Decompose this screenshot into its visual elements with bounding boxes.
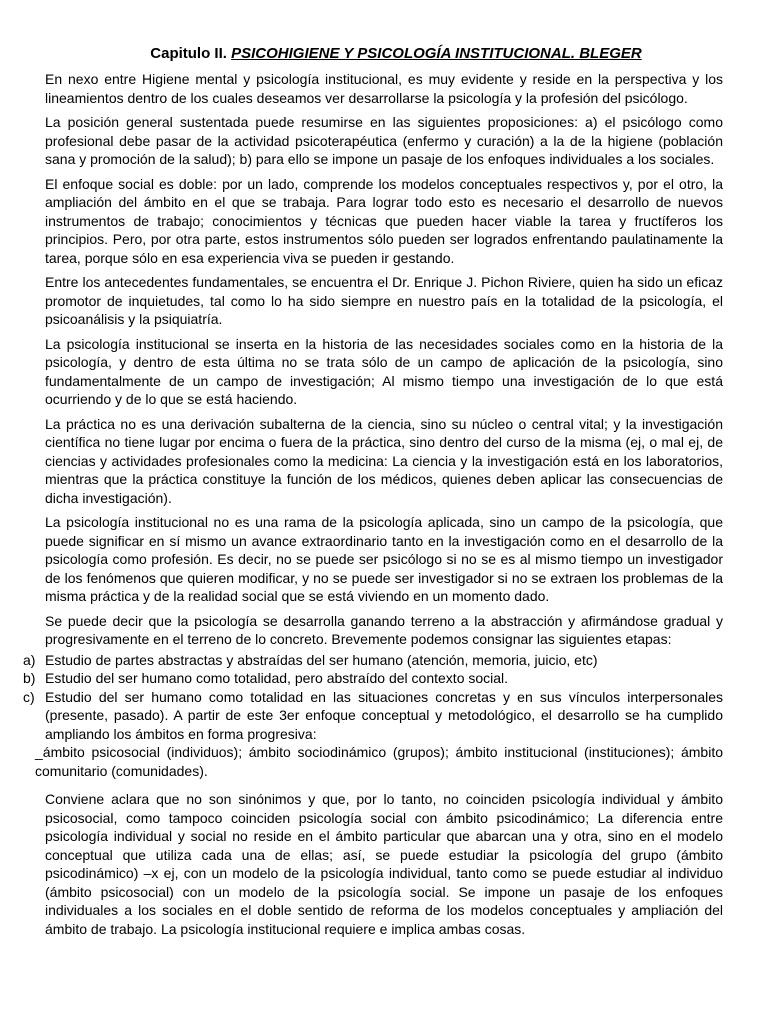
list-item — [23, 669, 723, 688]
closing-paragraph: Conviene aclara que no son sinónimos y que, por lo tanto, no coinciden psicología individual y ámbito psicosocial, como tampoco coinciden psicología social con ámbito psicodinámico; La diferencia entre psicología individual y social no reside en el ámbito particular que abarcan una y otra, sino en el modelo conceptual que utiliza cada una de ellas; así, se puede estudiar la psicología del grupo (ámbito psicodinámico) –x ej, con un modelo de la psicología individual, tanto como se puede estudiar al individuo (ámbito psicosocial) con un modelo de la psicología social. Se impone un pasaje de los enfoques individuales a los sociales en el doble sentido de reforma de los modelos conceptuales y ampliación del ámbito de trabajo. La psicología institucional requiere e implica ambas cosas. — [45, 791, 723, 937]
title-main: PSICOHIGIENE Y PSICOLOGÍA INSTITUCIONAL. BLEGER — [231, 45, 642, 62]
paragraph-4: Entre los antecedentes fundamentales, se encuentra el Dr. Enrique J. Pichon Riviere, quien ha sido un eficaz promotor de inquietudes, tal como lo ha sido siempre en nuestro país en la totalidad de la psicología, el psicoanálisis y la psiquiatría. — [45, 274, 723, 327]
list-marker: b) — [23, 670, 36, 686]
paragraph-7: La psicología institucional no es una rama de la psicología aplicada, sino un campo de la psicología, que puede significar en sí mismo un avance extraordinario tanto en la investigación como en el desarrollo de la psicología como profesión. Es decir, no se puede ser psicólogo si no se es al mismo tiempo un investigador de los fenómenos que quieren modificar, y no se puede ser investigador si no se extraen los problemas de la misma práctica y de la realidad social que se está viviendo en un momento dado. — [45, 514, 723, 604]
paragraph-6: La práctica no es una derivación subalterna de la ciencia, sino su núcleo o central vital; y la investigación científica no tiene lugar por encima o fuera de la práctica, sino dentro del curso de la misma (ej, o mal ej, de ciencias y actividades profesionales como la medicina: La ciencia y la investigación está en los laboratorios, mientras que la práctica constituye la función de los médicos, quienes deben aplicar las consecuencias de dicha investigación). — [45, 415, 723, 506]
paragraph-2: La posición general sustentada puede resumirse en las siguientes proposiciones: a) el psicólogo como profesional debe pasar de la actividad psicoterapéutica (enfermo y curación) a la de la higiene (población sana y promoción de la salud); b) para ello se impone un pasaje de los enfoques individuales a los sociales. — [45, 114, 723, 167]
paragraph-5: La psicología institucional se inserta en la historia de las necesidades sociales como en la historia de la psicología, y dentro de esta última no se trata sólo de un campo de aplicación de la psicología, sino fundamentalmente de un campo de investigación; Al mismo tiempo una investigación de lo que está ocurriendo y de lo que se está haciendo. — [45, 335, 723, 407]
list-item-text: Estudio del ser humano como totalidad en las situaciones concretas y en sus vínculos interpersonales (presente, pasado). A partir de este 3er enfoque conceptual y metodológico, el desarrollo se ha cumplido ampliando los ámbitos en forma progresiva: — [45, 688, 723, 742]
paragraph-8: Se puede decir que la psicología se desarrolla ganando terreno a la abstracción y afirmándose gradual y progresivamente en el terreno de lo concreto. Brevemente podemos consignar las siguientes etapas: — [45, 612, 723, 647]
scope-line: _ámbito psicosocial (individuos); ámbito sociodinámico (grupos); ámbito institucional (instituciones); ámbito comunitario (comunidades). — [35, 744, 723, 779]
paragraph-3: El enfoque social es doble: por un lado, comprende los modelos conceptuales respectivos y, por el otro, la ampliación del ámbito en el que se trabaja. Para lograr todo esto es necesario el desarrollo de nuevos instrumentos de trabajo; conocimientos y técnicas que pueden hacer viable la tarea y fructíferos los principios. Pero, por otra parte, estos instrumentos sólo pueden ser logrados enfrentando paulatinamente la tarea, porque sólo en esa experiencia viva se pueden ir gestando. — [45, 175, 723, 266]
paragraph-1: En nexo entre Higiene mental y psicología institucional, es muy evidente y reside en la perspectiva y los lineamientos dentro de los cuales deseamos ver desarrollarse la psicología y la profesión del psicólogo. — [45, 71, 723, 106]
list-item — [23, 688, 723, 744]
list-marker: a) — [23, 651, 36, 668]
list-item — [23, 651, 723, 670]
title-prefix: Capitulo II. — [150, 45, 232, 62]
list-item-text: Estudio de partes abstractas y abstraídas del ser humano (atención, memoria, juicio, etc) — [45, 651, 598, 668]
list-marker: c) — [23, 688, 35, 705]
stages-list — [23, 651, 723, 744]
page-title — [45, 44, 723, 64]
list-item-text: Estudio del ser humano como totalidad, pero abstraído del contexto social. — [45, 670, 509, 686]
